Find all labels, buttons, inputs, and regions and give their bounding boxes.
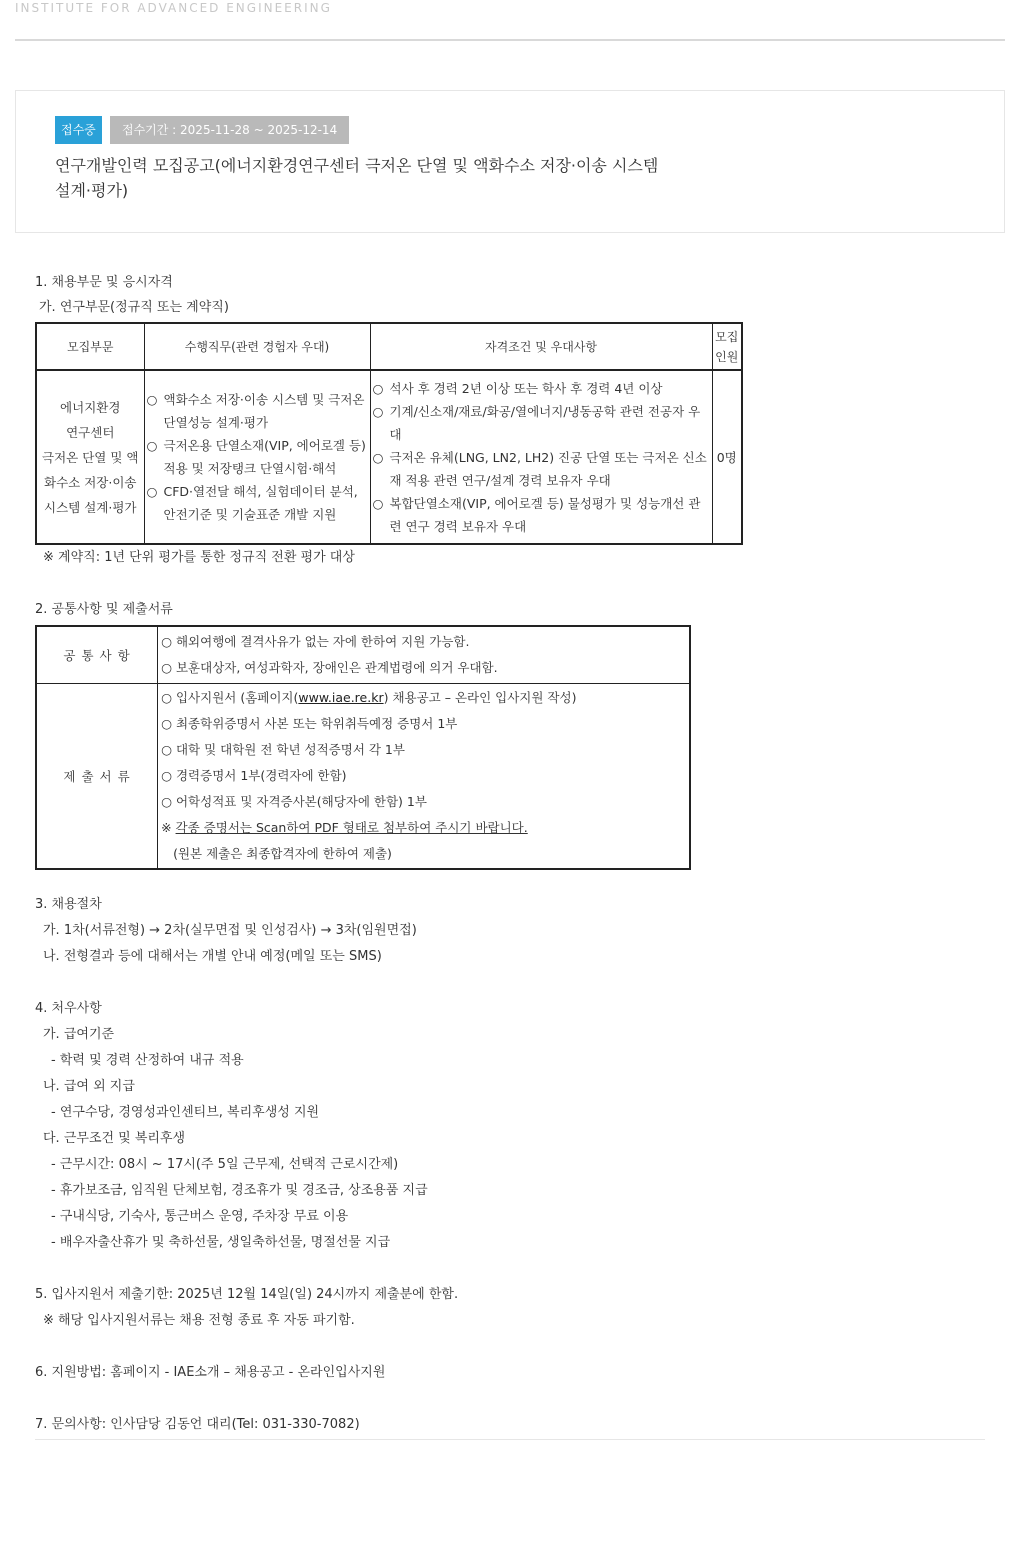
section-7-line: 7. 문의사항: 인사담당 김동언 대리(Tel: 031-330-7082) bbox=[35, 1417, 360, 1432]
circle-bullet-icon: ○ bbox=[146, 484, 158, 499]
period-badge: 접수기간 : 2025-11-28 ~ 2025-12-14 bbox=[110, 116, 349, 144]
section-4-c3: - 구내식당, 기숙사, 통근버스 운영, 주차장 무료 이용 bbox=[51, 1209, 349, 1224]
circle-bullet-icon: ○ bbox=[161, 634, 172, 649]
qual-item: ○ 복합단열소재(VIP, 에어로겔 등) 물성평가 및 성능개선 관련 연구 경력 보유자 우대 bbox=[373, 492, 710, 538]
duty-item: ○ 극저온용 단열소재(VIP, 에어로겔 등) 적용 및 저장탱크 단열시험·해석 bbox=[147, 434, 368, 480]
section-4-b: 나. 급여 외 지급 bbox=[43, 1079, 135, 1094]
docs-note-2: (원본 제출은 최종합격자에 한하여 제출) bbox=[173, 846, 392, 861]
doc-item: ○ 대학 및 대학원 전 학년 성적증명서 각 1부 bbox=[161, 742, 405, 757]
circle-bullet-icon: ○ bbox=[161, 742, 172, 757]
section-4-c1: - 근무시간: 08시 ~ 17시(주 5일 근무제, 선택적 근로시간제) bbox=[51, 1157, 399, 1172]
circle-bullet-icon: ○ bbox=[146, 438, 158, 453]
circle-bullet-icon: ○ bbox=[161, 690, 172, 705]
doc-item: ○ 경력증명서 1부(경력자에 한함) bbox=[161, 768, 347, 783]
status-badge: 접수중 bbox=[55, 116, 102, 144]
common-label: 공 통 사 항 bbox=[36, 626, 158, 684]
section-4-a1: - 학력 및 경력 산정하여 내규 적용 bbox=[51, 1053, 244, 1068]
circle-bullet-icon: ○ bbox=[372, 449, 384, 465]
division-line: 연구센터 bbox=[66, 424, 115, 440]
section-1-note: ※ 계약직: 1년 단위 평가를 통한 정규직 전환 평가 대상 bbox=[43, 550, 355, 565]
common-row bbox=[36, 626, 690, 684]
notice-body bbox=[35, 270, 985, 1438]
docs-note: ※ 각종 증명서는 Scan하여 PDF 형태로 첨부하여 주시기 바랍니다. bbox=[161, 820, 528, 835]
circle-bullet-icon: ○ bbox=[372, 403, 384, 419]
section-3-a: 가. 1차(서류전형) → 2차(실무면접 및 인성검사) → 3차(임원면접) bbox=[43, 923, 417, 938]
header-division: 모집부문 bbox=[36, 323, 144, 370]
section-4-b1: - 연구수당, 경영성과인센티브, 복리후생성 지원 bbox=[51, 1105, 320, 1120]
common-item: ○ 보훈대상자, 여성과학자, 장애인은 관계법령에 의거 우대함. bbox=[161, 660, 498, 675]
doc-item: ○ 어학성적표 및 자격증사본(해당자에 한함) 1부 bbox=[161, 794, 427, 809]
docs-row bbox=[36, 684, 690, 870]
divider bbox=[35, 1439, 985, 1440]
recruit-table bbox=[35, 322, 743, 545]
docs-cell bbox=[158, 684, 690, 870]
duty-item: ○ 액화수소 저장·이송 시스템 및 극저온 단열성능 설계·평가 bbox=[147, 388, 368, 434]
qual-item: ○ 기계/신소재/재료/화공/열에너지/냉동공학 관련 전공자 우대 bbox=[373, 400, 710, 446]
quals-cell bbox=[370, 370, 712, 544]
section-3-b: 나. 전형결과 등에 대해서는 개별 안내 예정(메일 또는 SMS) bbox=[43, 949, 382, 964]
header-quals: 자격조건 및 우대사항 bbox=[370, 323, 712, 370]
circle-bullet-icon: ○ bbox=[161, 660, 172, 675]
circle-bullet-icon: ○ bbox=[372, 495, 384, 511]
doc-item: ○ 입사지원서 (홈페이지(www.iae.re.kr) 채용공고 – 온라인 입사지원 작성) bbox=[161, 690, 577, 705]
section-4-c: 다. 근무조건 및 복리후생 bbox=[43, 1131, 186, 1146]
circle-bullet-icon: ○ bbox=[161, 716, 172, 731]
common-item: ○ 해외여행에 결격사유가 없는 자에 한하여 지원 가능함. bbox=[161, 634, 470, 649]
docs-label: 제 출 서 류 bbox=[36, 684, 158, 870]
division-cell bbox=[36, 370, 144, 544]
section-1-heading: 1. 채용부문 및 응시자격 bbox=[35, 275, 173, 290]
institute-name: INSTITUTE FOR ADVANCED ENGINEERING bbox=[15, 1, 332, 15]
circle-bullet-icon: ○ bbox=[372, 380, 384, 396]
common-cell bbox=[158, 626, 690, 684]
common-docs-table bbox=[35, 625, 691, 870]
division-line: 극저온 단열 및 액화수소 저장·이송 시스템 설계·평가 bbox=[42, 449, 139, 515]
duties-cell bbox=[144, 370, 370, 544]
header-count: 모집인원 bbox=[712, 323, 742, 370]
circle-bullet-icon: ○ bbox=[161, 794, 172, 809]
circle-bullet-icon: ○ bbox=[146, 392, 158, 407]
doc-item: ○ 최종학위증명서 사본 또는 학위취득예정 증명서 1부 bbox=[161, 716, 458, 731]
section-4-a: 가. 급여기준 bbox=[43, 1027, 115, 1042]
section-1-sub: 가. 연구부문(정규직 또는 계약직) bbox=[39, 300, 229, 315]
recruit-table-row bbox=[36, 370, 742, 544]
section-4-c4: - 배우자출산휴가 및 축하선물, 생일축하선물, 명절선물 지급 bbox=[51, 1235, 391, 1250]
qual-item: ○ 극저온 유체(LNG, LN2, LH2) 진공 단열 또는 극저온 신소재 적용 관련 연구/설계 경력 보유자 우대 bbox=[373, 446, 710, 492]
section-6-line: 6. 지원방법: 홈페이지 - IAE소개 – 채용공고 - 온라인입사지원 bbox=[35, 1365, 386, 1380]
qual-item: ○ 석사 후 경력 2년 이상 또는 학사 후 경력 4년 이상 bbox=[373, 377, 710, 400]
division-line: 에너지환경 bbox=[60, 399, 121, 415]
section-5-note: ※ 해당 입사지원서류는 채용 전형 종료 후 자동 파기함. bbox=[43, 1313, 355, 1328]
section-3-heading: 3. 채용절차 bbox=[35, 897, 102, 912]
section-2-heading: 2. 공통사항 및 제출서류 bbox=[35, 602, 173, 617]
circle-bullet-icon: ○ bbox=[161, 768, 172, 783]
notice-title: 연구개발인력 모집공고(에너지환경연구센터 극저온 단열 및 액화수소 저장·이송 시스템 설계·평가) bbox=[55, 156, 659, 200]
homepage-link[interactable]: www.iae.re.kr bbox=[298, 690, 384, 705]
section-4-heading: 4. 처우사항 bbox=[35, 1001, 102, 1016]
notice-card bbox=[15, 90, 1005, 233]
header-duties: 수행직무(관련 경험자 우대) bbox=[144, 323, 370, 370]
section-5-line: 5. 입사지원서 제출기한: 2025년 12월 14일(일) 24시까지 제출분에 한함. bbox=[35, 1287, 459, 1302]
section-4-c2: - 휴가보조금, 임직원 단체보험, 경조휴가 및 경조금, 상조용품 지급 bbox=[51, 1183, 428, 1198]
recruit-table-header bbox=[36, 323, 742, 370]
site-header bbox=[15, 0, 1005, 41]
count-cell: 0명 bbox=[712, 370, 742, 544]
duty-item: ○ CFD·열전달 해석, 실험데이터 분석, 안전기준 및 기술표준 개발 지원 bbox=[147, 480, 368, 526]
